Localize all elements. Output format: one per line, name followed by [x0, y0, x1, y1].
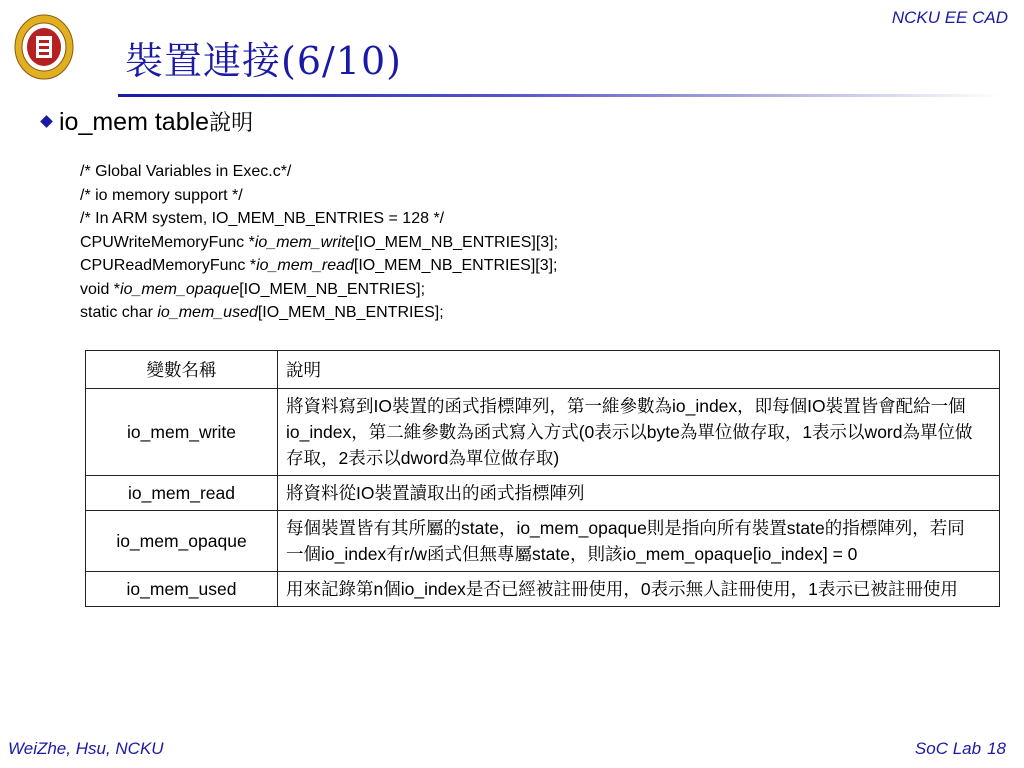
footer-lab: SoC Lab — [914, 739, 982, 758]
variables-table — [85, 350, 1000, 607]
code-decl-line — [80, 301, 558, 325]
table-row — [86, 572, 1000, 607]
code-decl-line — [80, 231, 558, 255]
ncku-seal-logo — [14, 14, 74, 80]
table-header-name: 變數名稱 — [86, 351, 278, 389]
code-decl-line — [80, 278, 558, 302]
decl-prefix: CPUWriteMemoryFunc * — [80, 233, 255, 251]
bullet-main: io_mem table — [59, 108, 210, 136]
decl-suffix: [IO_MEM_NB_ENTRIES][3]; — [354, 233, 559, 251]
decl-suffix: [IO_MEM_NB_ENTRIES]; — [239, 280, 426, 298]
decl-prefix: CPUReadMemoryFunc * — [80, 257, 257, 274]
table-row — [86, 389, 1000, 476]
decl-name: io_mem_write — [254, 233, 355, 251]
code-comment-line: /* In ARM system, IO_MEM_NB_ENTRIES = 128 */ — [80, 210, 445, 227]
decl-suffix: [IO_MEM_NB_ENTRIES]; — [257, 304, 444, 321]
bullet-heading — [40, 106, 253, 137]
bullet-suffix: 說明 — [209, 111, 254, 136]
variable-name-cell: io_mem_opaque — [86, 511, 278, 572]
slide-title: 裝置連接(6/10) — [125, 39, 402, 83]
decl-name: io_mem_opaque — [120, 280, 240, 298]
code-block — [80, 160, 558, 325]
header-label: NCKU EE CAD — [891, 8, 1008, 27]
variable-desc-cell: 用來記錄第n個io_index是否已經被註冊使用，0表示無人註冊使用，1表示已被註冊使用 — [278, 572, 1000, 607]
footer-author: WeiZhe, Hsu, NCKU — [8, 739, 164, 758]
table-header-row — [86, 351, 1000, 389]
variable-desc-cell: 每個裝置皆有其所屬的state，io_mem_opaque則是指向所有裝置state的指標陣列，若同一個io_index有r/w函式但無專屬state，則該io_mem_opaque[io_index] = 0 — [278, 511, 1000, 572]
table-header-desc: 說明 — [278, 351, 1000, 389]
variable-name-cell: io_mem_write — [86, 389, 278, 476]
variable-desc-cell: 將資料寫到IO裝置的函式指標陣列，第一維參數為io_index，即每個IO裝置皆會配給一個io_index，第二維參數為函式寫入方式(0表示以byte為單位做存取，1表示以word為單位做存取，2表示以dword為單位做存取) — [278, 389, 1000, 476]
variable-name-cell: io_mem_used — [86, 572, 278, 607]
table-row — [86, 511, 1000, 572]
diamond-bullet-icon — [40, 115, 53, 128]
variable-desc-cell: 將資料從IO裝置讀取出的函式指標陣列 — [278, 476, 1000, 511]
decl-name: io_mem_used — [157, 304, 258, 321]
decl-prefix: static char — [80, 304, 158, 321]
code-comment-line: /* Global Variables in Exec.c*/ — [80, 163, 292, 180]
decl-suffix: [IO_MEM_NB_ENTRIES][3]; — [353, 257, 558, 274]
bullet-text — [59, 106, 253, 137]
variable-name-cell: io_mem_read — [86, 476, 278, 511]
decl-prefix: void * — [80, 280, 121, 298]
code-decl-line — [80, 254, 558, 278]
footer-lab-page — [915, 739, 1006, 759]
code-comment-line: /* io memory support */ — [80, 186, 243, 204]
title-divider — [118, 94, 1002, 97]
table-row — [86, 476, 1000, 511]
page-number: 18 — [987, 739, 1006, 758]
decl-name: io_mem_read — [256, 257, 354, 274]
